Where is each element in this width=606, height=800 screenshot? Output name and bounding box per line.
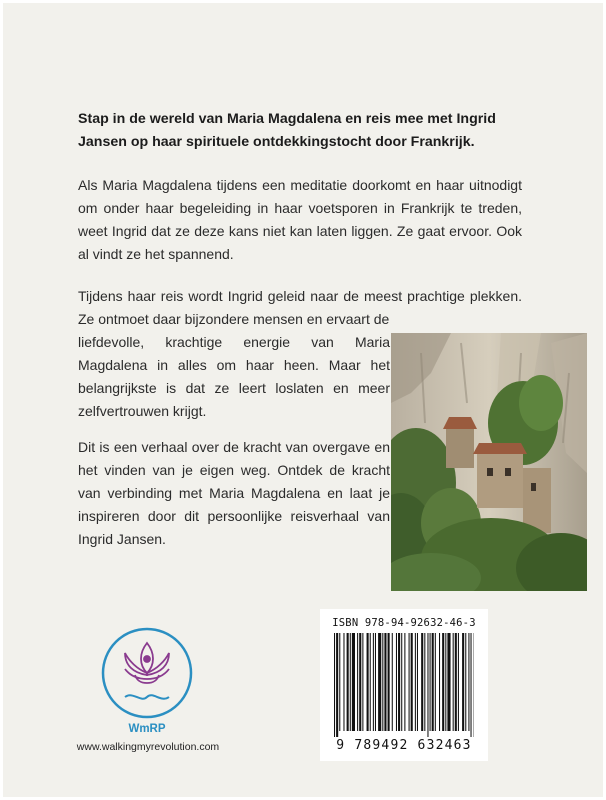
barcode-bar: [445, 633, 446, 731]
barcode-bar: [401, 633, 402, 731]
barcode-bars: [334, 633, 474, 737]
barcode-bar: [378, 633, 381, 731]
barcode-bar: [435, 633, 436, 731]
barcode-bar: [352, 633, 355, 731]
barcode-bar: [430, 633, 431, 731]
barcode-bar: [409, 633, 410, 731]
barcode-bar: [396, 633, 397, 731]
barcode-bar: [336, 633, 338, 737]
hermitage-photo: [391, 333, 587, 591]
barcode-bar: [421, 633, 423, 731]
barcode-bar: [392, 633, 393, 731]
isbn-label: ISBN 978-94-92632-46-3: [332, 617, 476, 629]
barcode-bar: [468, 633, 469, 731]
barcode-bar: [424, 633, 425, 731]
barcode-bar: [432, 633, 434, 731]
lotus-icon: [125, 643, 169, 699]
intro-text: Stap in de wereld van Maria Magdalena en reis mee met Ingrid Jansen op haar spirituele ontdekkingstocht door Frankrijk.: [78, 111, 496, 150]
barcode-bar: [367, 633, 369, 731]
barcode-bar: [339, 633, 340, 731]
barcode-bar: [357, 633, 358, 731]
isbn-barcode: [320, 609, 488, 761]
barcode-bar: [334, 633, 335, 737]
barcode-bar: [447, 633, 450, 731]
barcode-bar: [373, 633, 374, 731]
barcode-bar: [388, 633, 390, 731]
barcode-bar: [453, 633, 454, 731]
barcode-bar: [455, 633, 457, 731]
barcode-bar: [415, 633, 416, 731]
barcode-bar: [350, 633, 351, 731]
publisher-name: WmRP: [128, 723, 166, 735]
publisher-logo: [95, 625, 199, 721]
barcode-bar: [398, 633, 400, 731]
barcode-bar: [417, 633, 418, 731]
paragraph-2-end: liefdevolle, krachtige energie van Maria Magdalena in alles om haar heen. Maar het belangrijkste is dat ze leert loslaten en meer zelfvertrouwen krijgt.: [78, 334, 390, 419]
barcode-bar: [362, 633, 363, 731]
paragraph-1: Als Maria Magdalena tijdens een meditatie doorkomt en haar uitnodigt om onder haar begeleiding in haar voetsporen in Frankrijk te treden, weet Ingrid dat ze deze kans niet kan laten liggen. Ze gaat ervoor. Ook al vindt ze het spannend.: [78, 177, 522, 262]
barcode-bar: [427, 633, 428, 737]
back-cover: [3, 3, 603, 797]
barcode-bar: [382, 633, 383, 731]
barcode-bar: [347, 633, 349, 731]
barcode-bar: [465, 633, 466, 731]
publisher-website[interactable]: www.walkingmyrevolution.com: [76, 741, 220, 753]
barcode-bar: [384, 633, 386, 731]
barcode-bar: [359, 633, 361, 731]
barcode-bar: [375, 633, 376, 731]
barcode-bar: [343, 633, 344, 731]
barcode-bar: [471, 633, 472, 737]
paragraph-2-start: Tijdens haar reis wordt Ingrid geleid naar de meest prachtige plekken. Ze ontmoet daar bijzondere mensen en ervaart de: [78, 288, 522, 327]
barcode-bar: [462, 633, 464, 731]
barcode-bar: [370, 633, 371, 731]
barcode-bar: [439, 633, 440, 731]
barcode-bar: [404, 633, 405, 731]
paragraph-3: Dit is een verhaal over de kracht van overgave en het vinden van je eigen weg. Ontdek de kracht van verbinding met Maria Magdalena en laat je inspireren door dit persoonlijke reisverhaal van Ingrid Jansen.: [78, 439, 390, 547]
barcode-bar: [458, 633, 459, 731]
ean-digits: 9 789492 632463: [336, 738, 472, 753]
barcode-bar: [442, 633, 444, 731]
barcode-bar: [411, 633, 413, 731]
